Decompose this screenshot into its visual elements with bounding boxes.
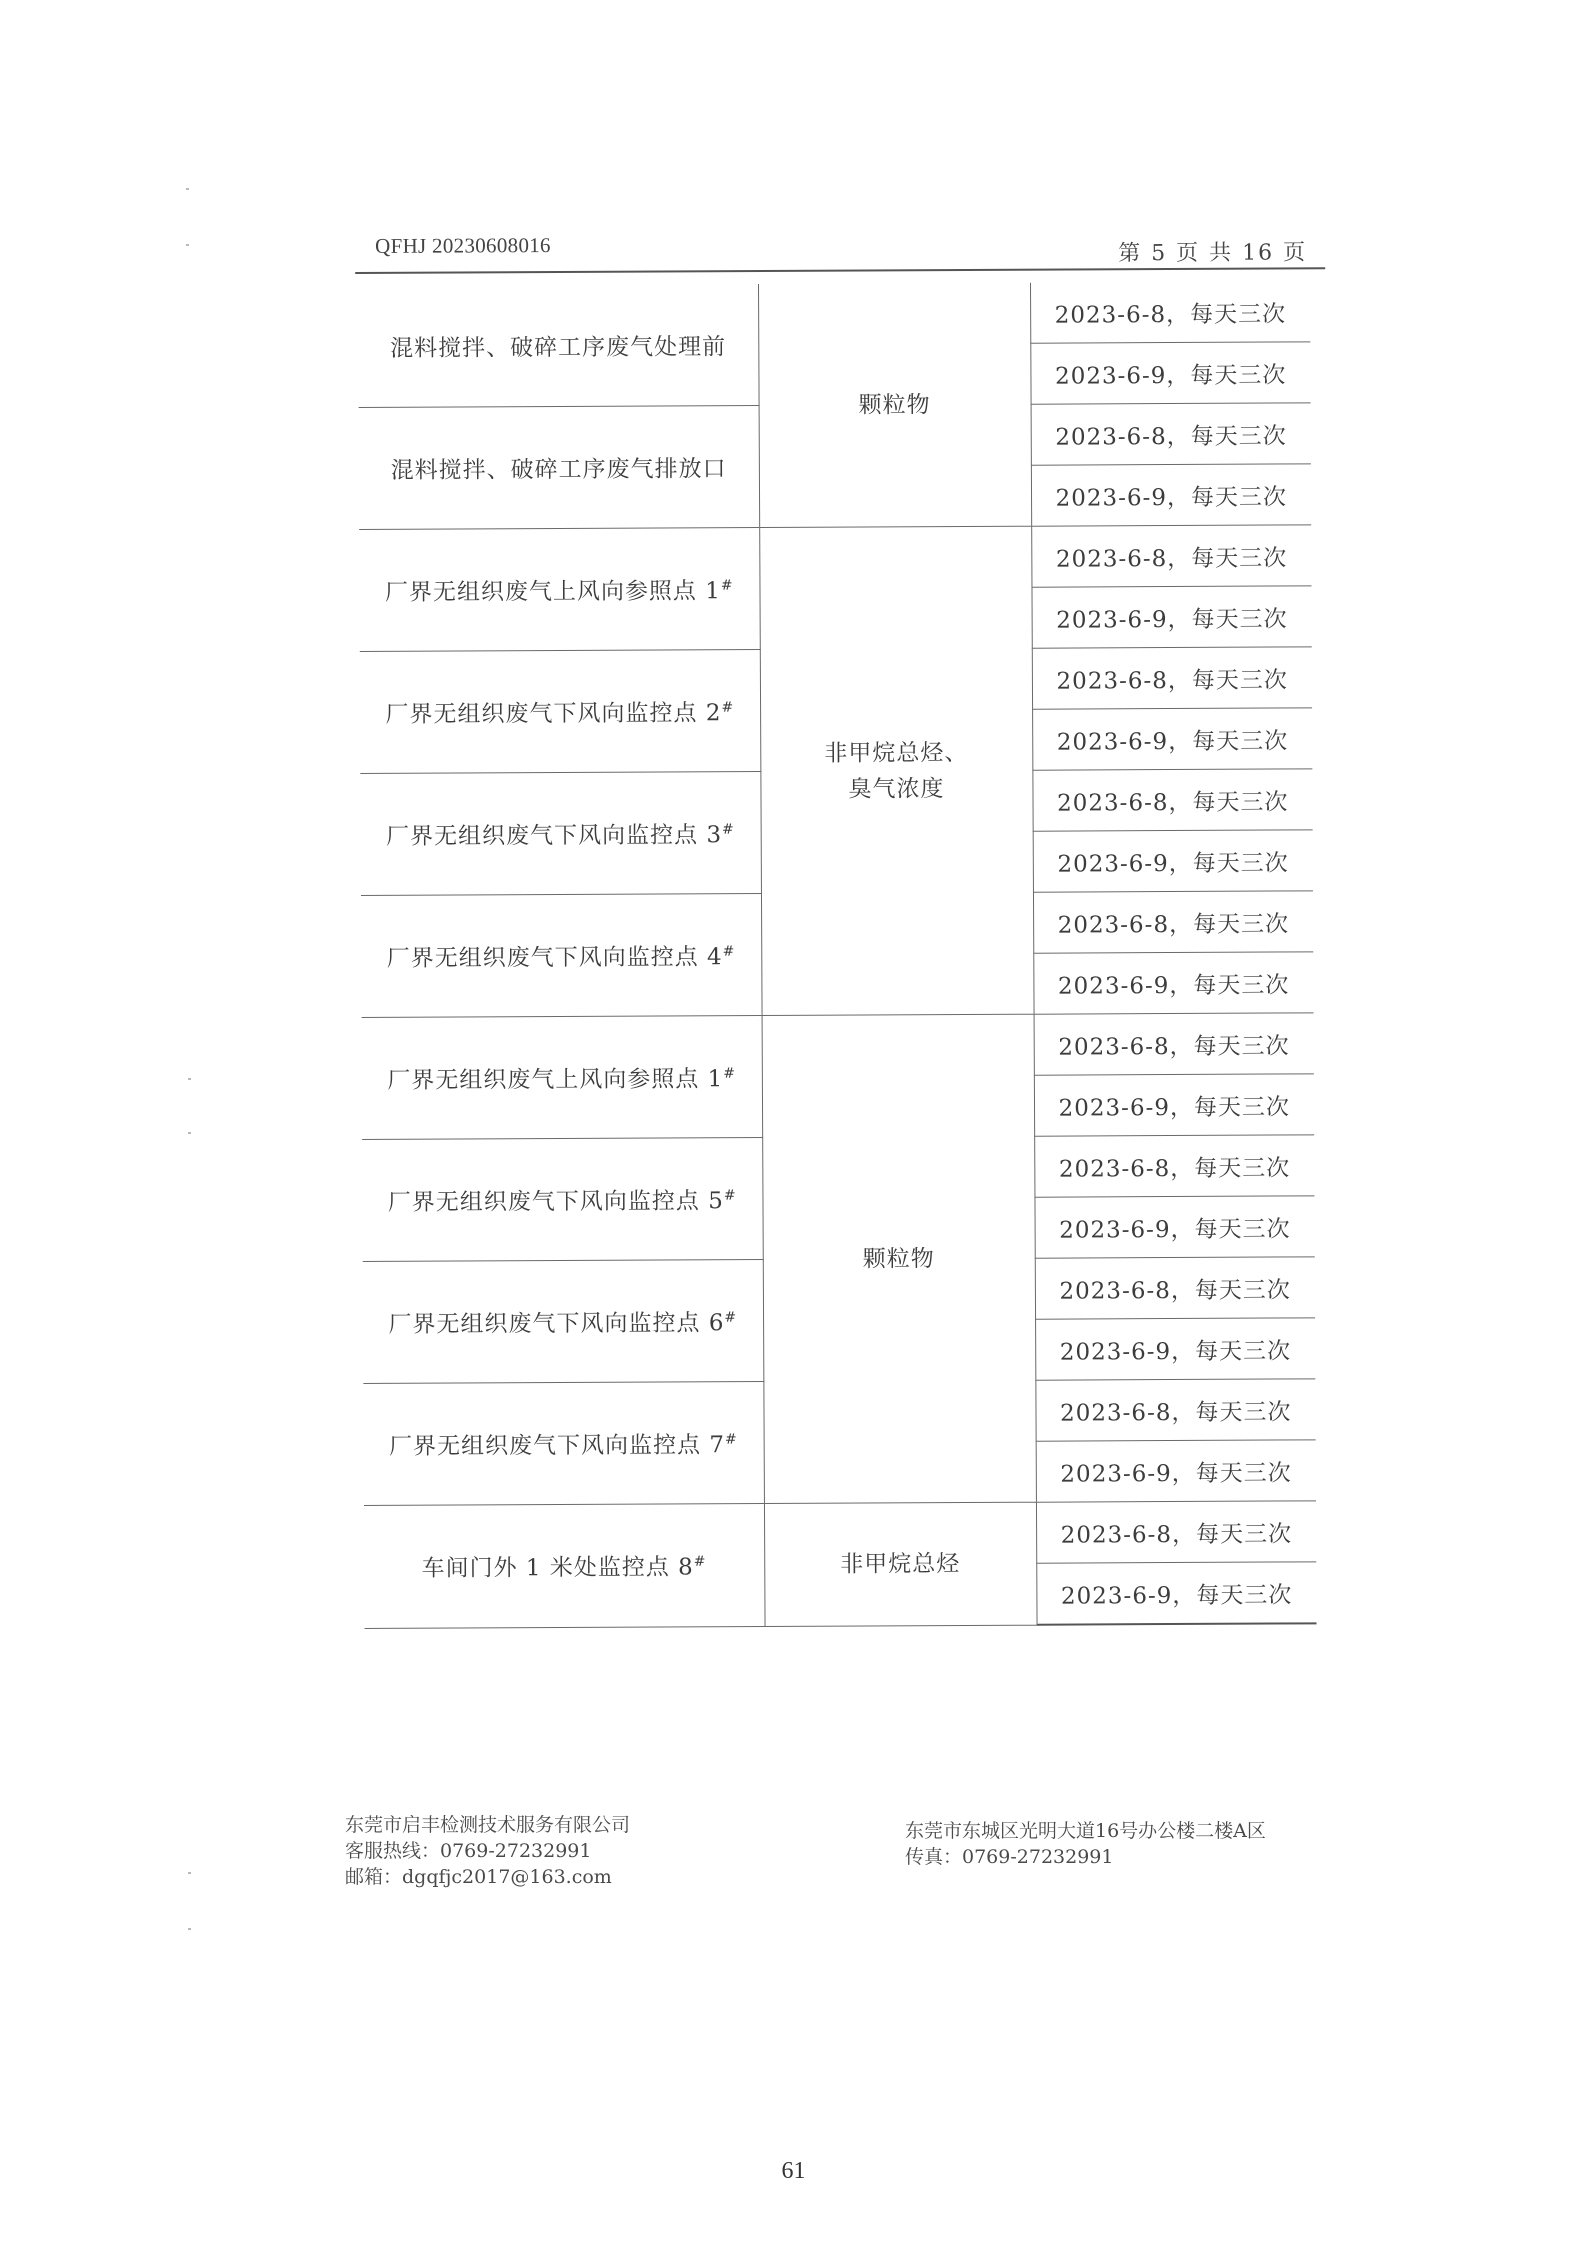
monitoring-frequency-cell: 2023-6-9，每天三次: [1031, 464, 1311, 526]
monitoring-frequency-cell: 2023-6-8，每天三次: [1030, 281, 1310, 343]
monitoring-point-cell: [362, 1138, 763, 1262]
monitoring-frequency-cell: 2023-6-9，每天三次: [1034, 1074, 1314, 1136]
monitoring-frequency-cell: 2023-6-8，每天三次: [1032, 769, 1312, 831]
monitoring-frequency-cell: 2023-6-9，每天三次: [1030, 342, 1310, 404]
footer-company-info: [345, 1812, 630, 1890]
company-email: 邮箱：dgqfjc2017@163.com: [345, 1866, 612, 1888]
point-number-mark: #: [724, 1431, 738, 1448]
monitoring-frequency-cell: 2023-6-8，每天三次: [1034, 1013, 1314, 1075]
monitoring-frequency-cell: 2023-6-9，每天三次: [1031, 586, 1311, 648]
monitoring-item-cell: [762, 1014, 1036, 1503]
page-number: 61: [781, 2158, 806, 2184]
company-fax: 传真：0769-27232991: [905, 1846, 1114, 1868]
company-address: 东莞市东城区光明大道16号办公楼二楼A区: [905, 1820, 1266, 1842]
monitoring-frequency-cell: 2023-6-8，每天三次: [1033, 891, 1313, 953]
table-row: [359, 525, 1311, 591]
scan-speck: [188, 1928, 191, 1930]
monitoring-item-text: 颗粒物: [858, 391, 931, 419]
monitoring-point-cell: [359, 406, 760, 530]
report-number: QFHJ 20230608016: [375, 233, 551, 258]
monitoring-point-name: 厂界无组织废气下风向监控点 2: [385, 700, 722, 728]
monitoring-item-cell: [764, 1502, 1037, 1626]
monitoring-item-text: 非甲烷总烃、: [824, 739, 969, 767]
monitoring-point-cell: [363, 1260, 764, 1384]
monitoring-point-name: 厂界无组织废气下风向监控点 7: [389, 1432, 726, 1460]
monitoring-point-cell: [360, 772, 761, 896]
point-number-mark: #: [723, 1187, 737, 1204]
monitoring-point-name: 厂界无组织废气下风向监控点 6: [388, 1310, 725, 1338]
monitoring-plan-table: [358, 281, 1317, 1629]
monitoring-item-text: 颗粒物: [862, 1245, 935, 1273]
page-header: [355, 223, 1325, 274]
point-number-mark: #: [722, 943, 736, 960]
point-number-mark: #: [721, 821, 735, 838]
monitoring-frequency-cell: 2023-6-9，每天三次: [1036, 1440, 1316, 1502]
monitoring-point-name: 厂界无组织废气上风向参照点 1: [384, 578, 721, 606]
monitoring-item-text: 非甲烷总烃: [840, 1550, 961, 1578]
point-number-mark: #: [693, 1553, 707, 1570]
scan-speck: [186, 188, 189, 190]
monitoring-item-text: 臭气浓度: [848, 775, 945, 803]
page-of-total: 第 5 页 共 16 页: [1118, 240, 1308, 267]
scan-speck: [186, 244, 189, 246]
monitoring-frequency-cell: 2023-6-8，每天三次: [1035, 1257, 1315, 1319]
monitoring-point-cell: [361, 894, 762, 1018]
point-number-mark: #: [721, 699, 735, 716]
point-number-mark: #: [723, 1065, 736, 1082]
monitoring-point-cell: [363, 1382, 764, 1506]
monitoring-point-cell: [360, 650, 761, 774]
monitoring-frequency-cell: 2023-6-8，每天三次: [1032, 647, 1312, 709]
company-name: 东莞市启丰检测技术服务有限公司: [345, 1814, 631, 1836]
monitoring-point-cell: [362, 1016, 763, 1140]
monitoring-point-name: 厂界无组织废气下风向监控点 5: [387, 1188, 724, 1216]
monitoring-point-name: 混料搅拌、破碎工序废气处理前: [389, 334, 727, 362]
footer-address-info: [905, 1818, 1266, 1870]
header-rule: [355, 267, 1325, 274]
scan-speck: [188, 1078, 191, 1080]
monitoring-point-name: 混料搅拌、破碎工序废气排放口: [390, 456, 727, 484]
monitoring-frequency-cell: 2023-6-8，每天三次: [1031, 403, 1311, 465]
monitoring-frequency-cell: 2023-6-8，每天三次: [1035, 1379, 1315, 1441]
monitoring-item-cell: [759, 526, 1033, 1015]
monitoring-point-cell: [358, 284, 759, 407]
monitoring-frequency-cell: 2023-6-9，每天三次: [1034, 1196, 1314, 1258]
point-number-mark: #: [720, 577, 734, 594]
monitoring-frequency-cell: 2023-6-8，每天三次: [1034, 1135, 1314, 1197]
monitoring-point-name: 车间门外 1 米处监控点 8: [421, 1554, 694, 1582]
point-number-mark: #: [724, 1309, 738, 1326]
table-row: [364, 1501, 1316, 1567]
monitoring-item-cell: [758, 283, 1031, 528]
table-row: [358, 281, 1310, 346]
monitoring-frequency-cell: 2023-6-8，每天三次: [1036, 1501, 1316, 1563]
table-row: [362, 1013, 1314, 1079]
monitoring-point-name: 厂界无组织废气下风向监控点 3: [386, 822, 723, 850]
monitoring-point-cell: [359, 528, 760, 652]
monitoring-frequency-cell: 2023-6-8，每天三次: [1031, 525, 1311, 587]
monitoring-frequency-cell: 2023-6-9，每天三次: [1032, 708, 1312, 770]
monitoring-point-cell: [364, 1504, 765, 1628]
monitoring-point-name: 厂界无组织废气下风向监控点 4: [386, 944, 723, 972]
monitoring-frequency-cell: 2023-6-9，每天三次: [1036, 1562, 1316, 1625]
monitoring-point-name: 厂界无组织废气上风向参照点 1: [387, 1066, 724, 1094]
monitoring-frequency-cell: 2023-6-9，每天三次: [1033, 830, 1313, 892]
monitoring-table-container: [358, 281, 1317, 1629]
scan-speck: [188, 1132, 191, 1134]
monitoring-frequency-cell: 2023-6-9，每天三次: [1033, 952, 1313, 1014]
monitoring-frequency-cell: 2023-6-9，每天三次: [1035, 1318, 1315, 1380]
service-hotline: 客服热线：0769-27232991: [345, 1840, 592, 1862]
scan-speck: [188, 1872, 191, 1874]
